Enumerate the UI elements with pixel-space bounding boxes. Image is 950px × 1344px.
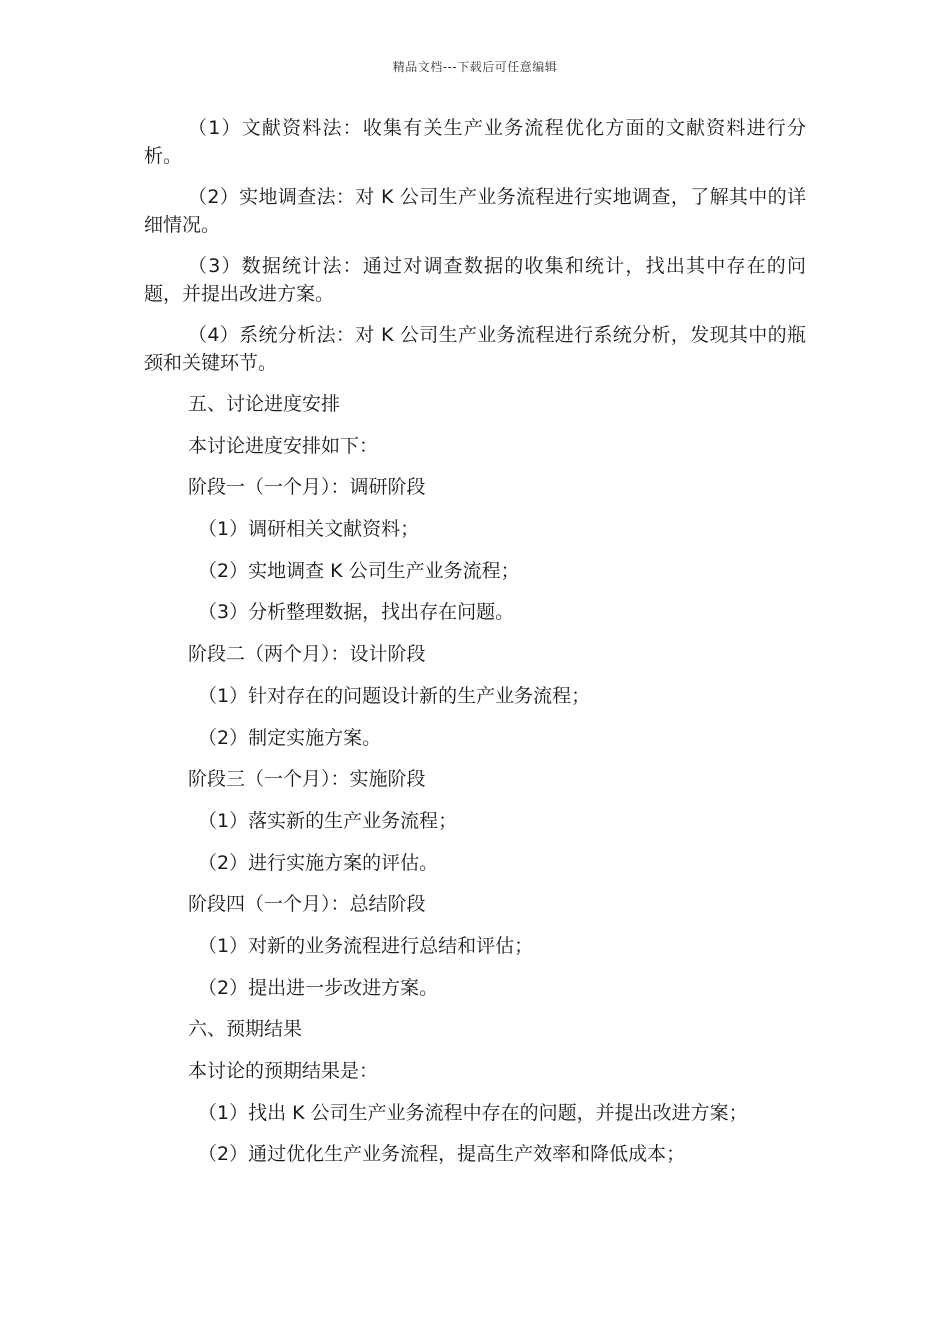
section-intro: 本讨论进度安排如下： — [188, 434, 379, 457]
stage-heading: 阶段四（一个月）：总结阶段 — [188, 893, 426, 916]
stage-item: （2）进行实施方案的评估。 — [198, 851, 439, 874]
stage-heading: 阶段三（一个月）：实施阶段 — [188, 768, 426, 791]
section-heading: 六、预期结果 — [188, 1018, 303, 1041]
stage-item: （1）针对存在的问题设计新的生产业务流程； — [198, 684, 591, 707]
page-header: 精品文档---下载后可任意编辑 — [392, 60, 558, 74]
stage-item: （1）落实新的生产业务流程； — [198, 809, 458, 832]
section-heading: 五、讨论进度安排 — [188, 393, 341, 415]
stage-item: （2）实地调查 K 公司生产业务流程； — [198, 559, 520, 582]
stage-item: （2）制定实施方案。 — [198, 726, 382, 749]
method-field-survey: （2）实地调查法：对 K 公司生产业务流程进行实地调查，了解其中的详细情况。 — [144, 186, 806, 236]
method-literature: （1）文献资料法：收集有关生产业务流程优化方面的文献资料进行分析。 — [144, 117, 806, 167]
document-body — [144, 114, 806, 1182]
stage-item: （2）提出进一步改进方案。 — [198, 976, 439, 999]
result-item: （2）通过优化生产业务流程，提高生产效率和降低成本； — [198, 1143, 686, 1166]
section-intro: 本讨论的预期结果是： — [188, 1060, 379, 1082]
result-item: （1）找出 K 公司生产业务流程中存在的问题，并提出改进方案； — [198, 1101, 748, 1124]
stage-item: （1）对新的业务流程进行总结和评估； — [198, 934, 534, 957]
stage-item: （3）分析整理数据，找出存在问题。 — [198, 601, 515, 624]
stage-item: （1）调研相关文献资料； — [198, 518, 420, 541]
method-system-analysis: （4）系统分析法：对 K 公司生产业务流程进行系统分析，发现其中的瓶颈和关键环节。 — [144, 324, 806, 374]
method-statistics: （3）数据统计法：通过对调查数据的收集和统计，找出其中存在的问题，并提出改进方案。 — [144, 255, 806, 305]
stage-heading: 阶段一（一个月）：调研阶段 — [188, 476, 426, 499]
stage-heading: 阶段二（两个月）：设计阶段 — [188, 643, 426, 666]
